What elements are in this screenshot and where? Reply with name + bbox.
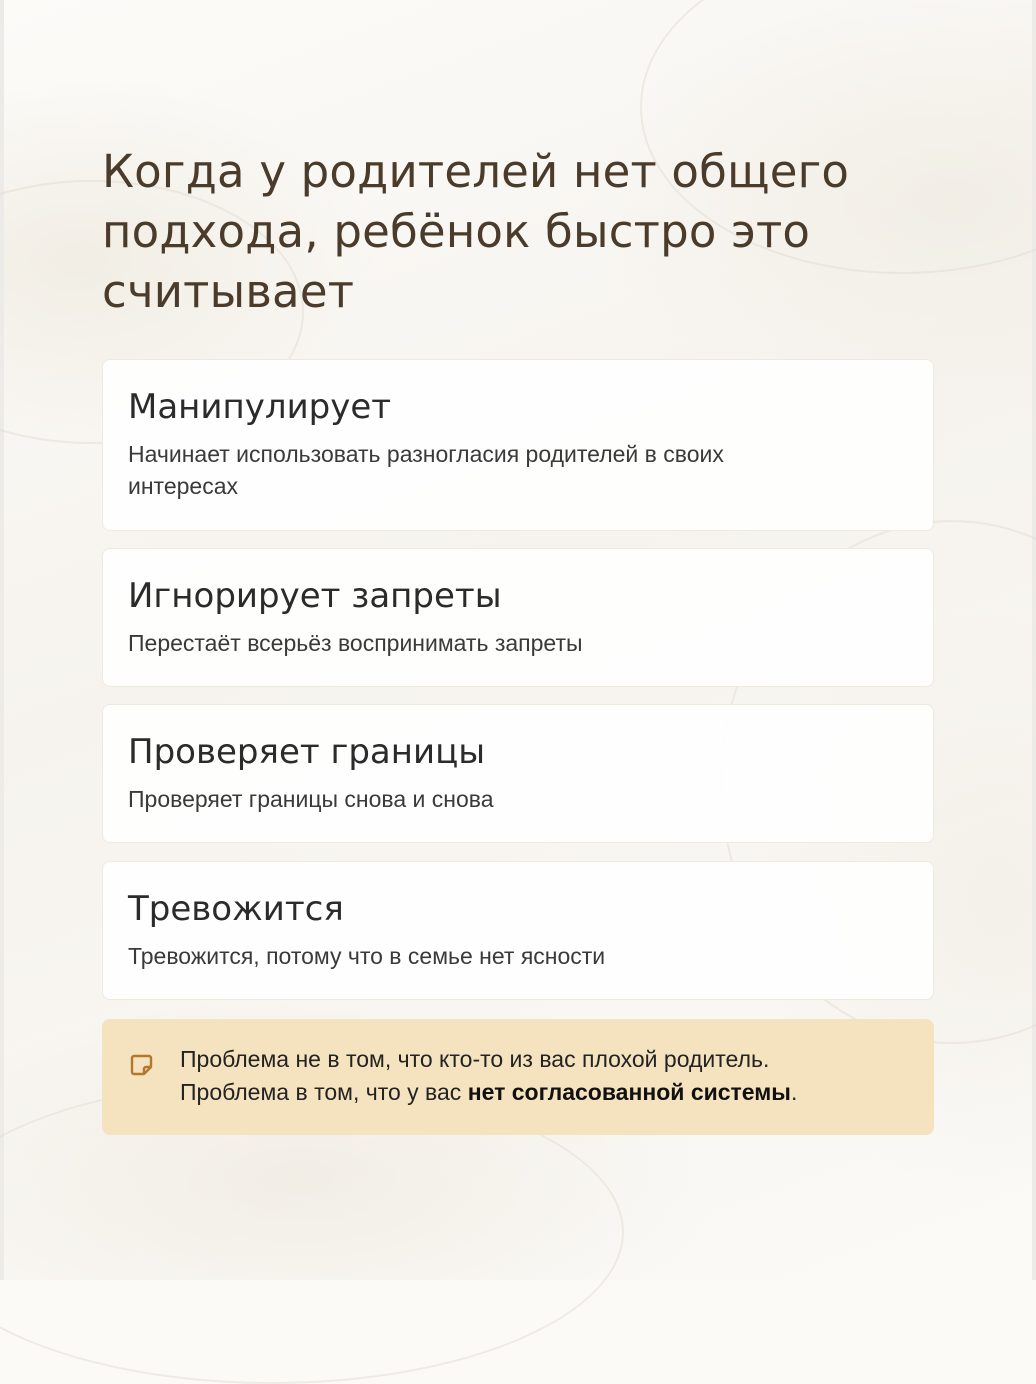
card-ignores-bans bbox=[102, 548, 934, 687]
card-anxious bbox=[102, 861, 934, 1000]
page-title: Когда у родителей нет общего подхода, ребёнок быстро это считывает bbox=[102, 145, 850, 318]
callout-emphasis: нет согласованной системы bbox=[467, 1079, 791, 1105]
card-description: Проверяет границы снова и снова bbox=[128, 786, 494, 812]
card-title: Манипулирует bbox=[128, 387, 392, 427]
left-edge bbox=[0, 0, 4, 1280]
callout-line-2-prefix: Проблема в том, что у вас bbox=[180, 1079, 468, 1105]
sticky-note-icon bbox=[129, 1052, 155, 1078]
card-description: Тревожится, потому что в семье нет ясности bbox=[128, 943, 606, 969]
card-description: Перестаёт всерьёз воспринимать запреты bbox=[128, 630, 583, 656]
card-title: Проверяет границы bbox=[128, 732, 486, 772]
right-edge bbox=[1032, 0, 1036, 1280]
callout-note bbox=[102, 1019, 934, 1135]
callout-line-1: Проблема не в том, что кто-то из вас плохой родитель. bbox=[180, 1046, 770, 1072]
card-title: Игнорирует запреты bbox=[128, 576, 502, 616]
callout-line-2-suffix: . bbox=[790, 1079, 798, 1105]
callout-text bbox=[180, 1043, 910, 1109]
card-tests-boundaries bbox=[102, 704, 934, 843]
card-manipulates bbox=[102, 359, 934, 531]
card-title: Тревожится bbox=[128, 889, 344, 929]
card-description: Начинает использовать разногласия родителей в своих интересах bbox=[128, 441, 724, 499]
